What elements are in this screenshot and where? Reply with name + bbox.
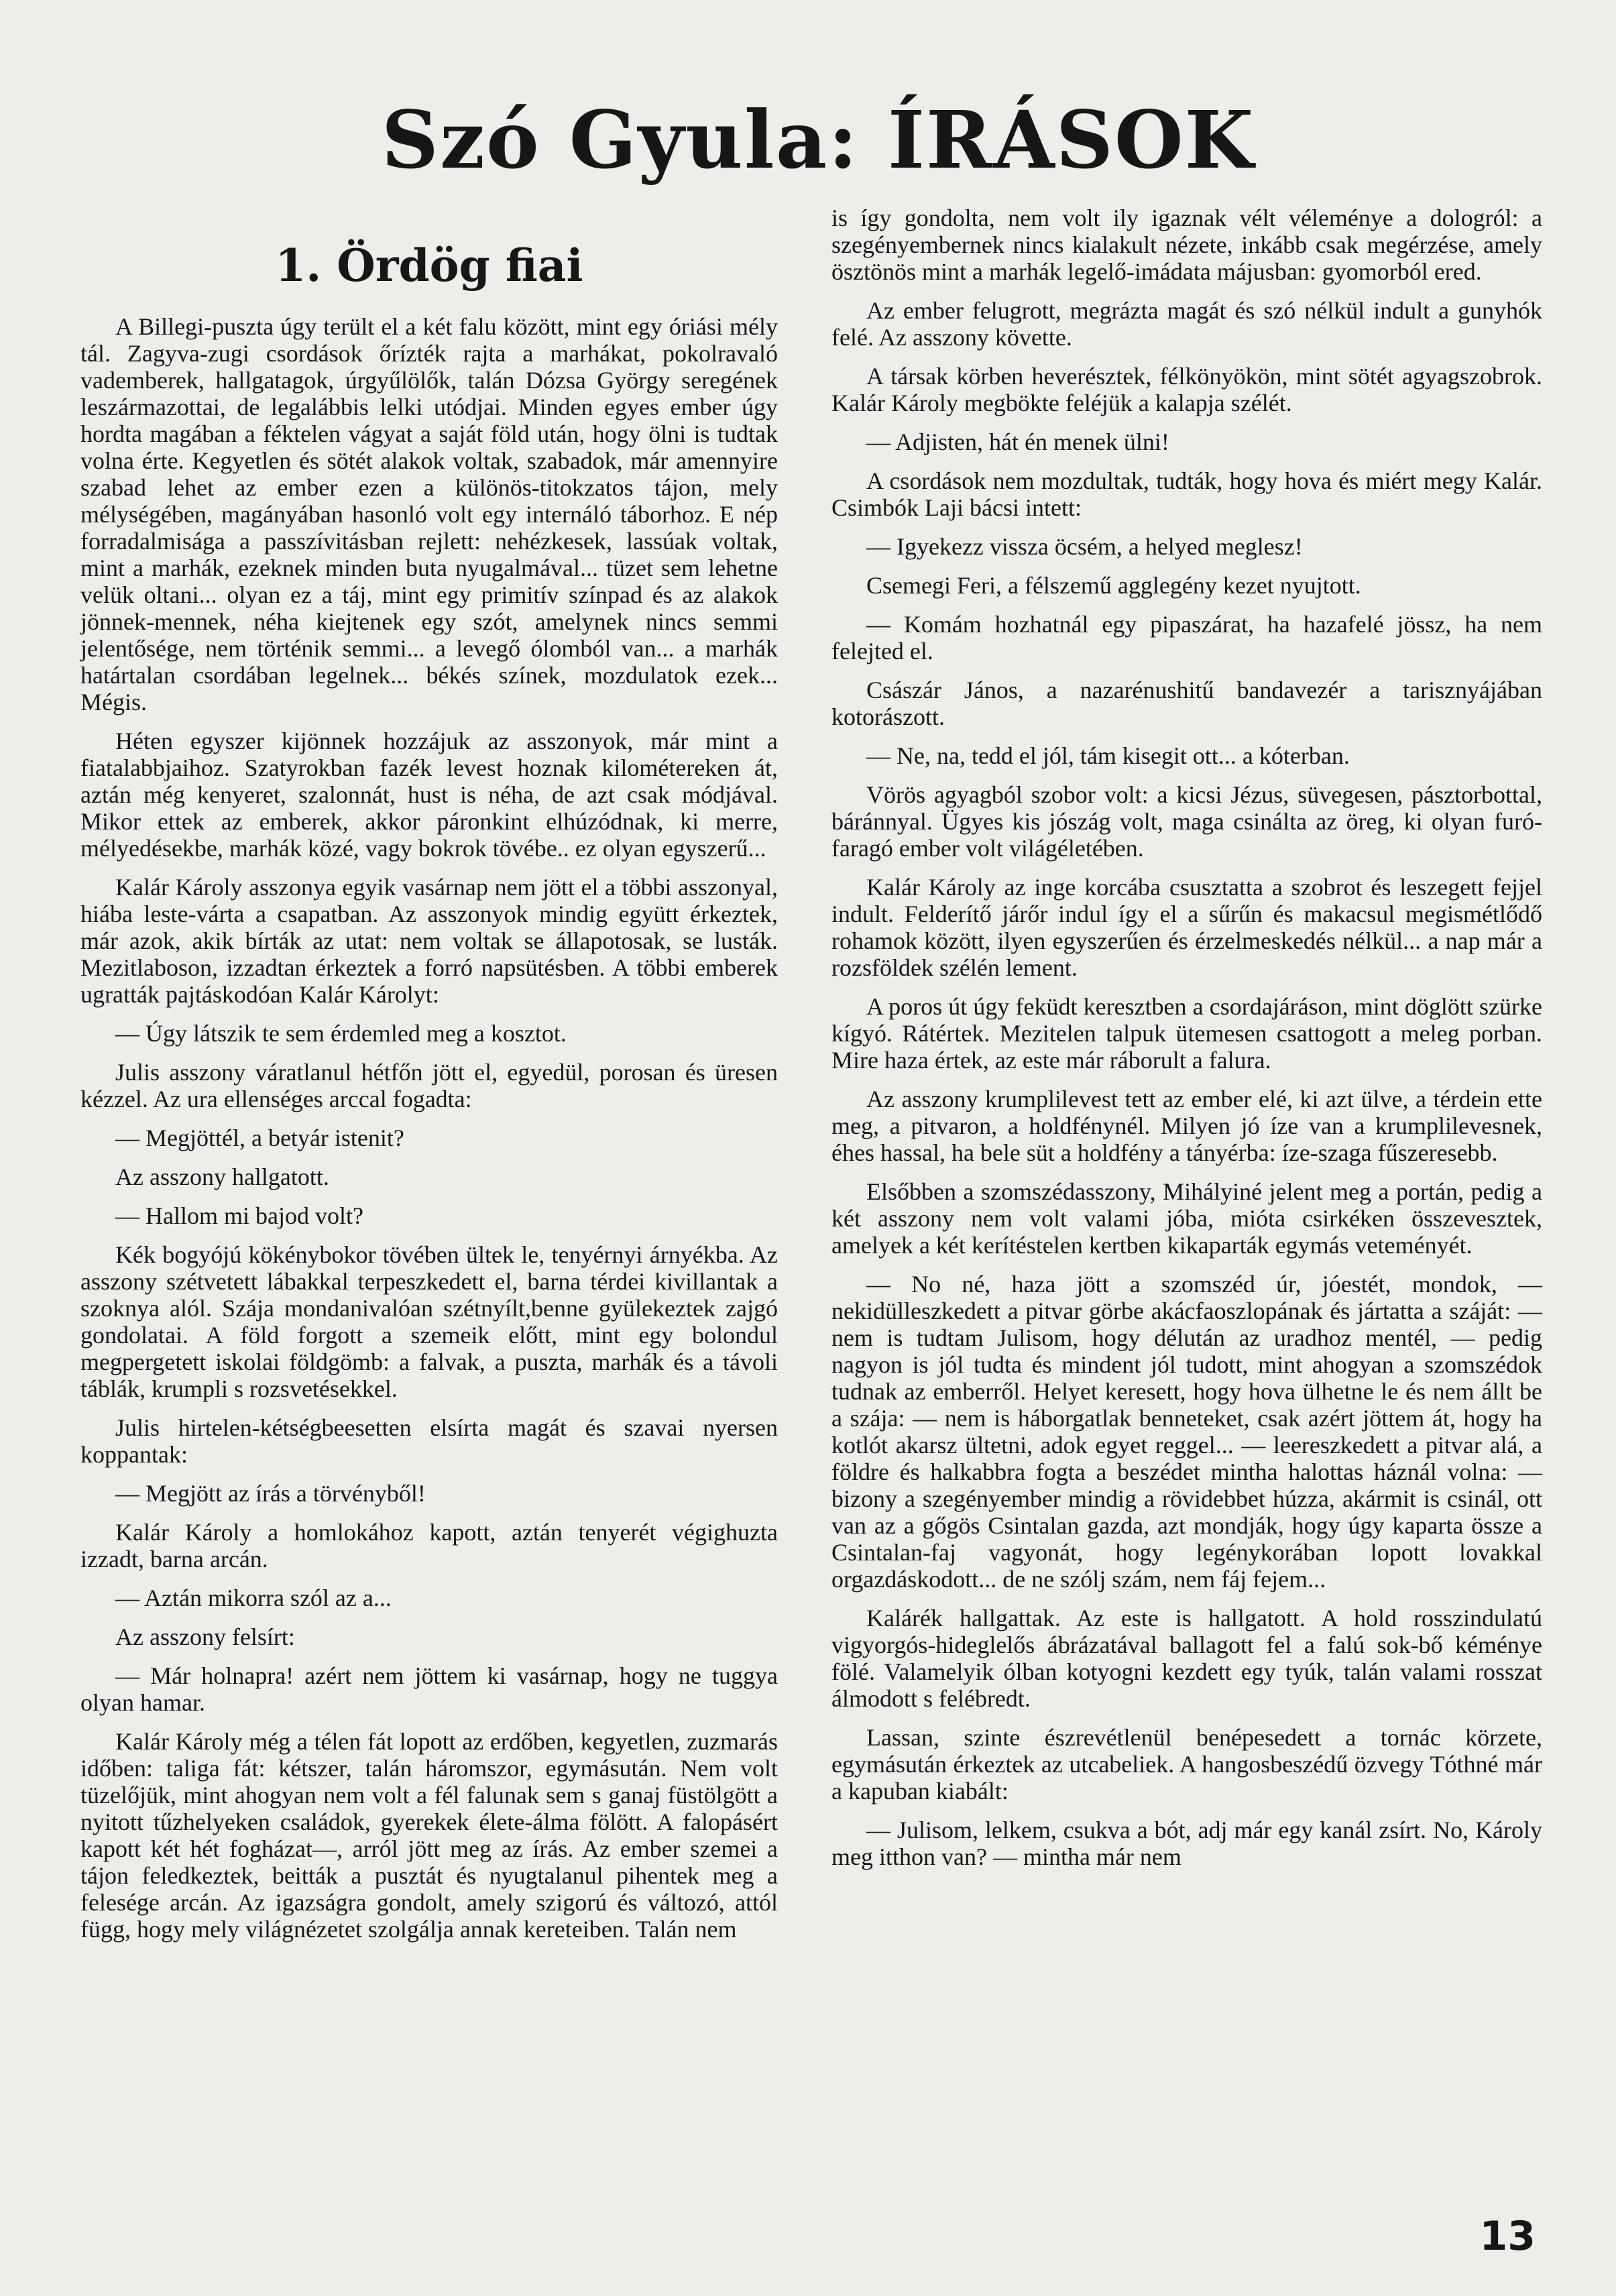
paragraph: Kalár Károly asszonya egyik vasárnap nem jött el a többi asszonyal, hiába leste-várta a csapatban. Az asszonyok mindig együtt érkeztek, már azok, akik bírták az utat: nem voltak se állapotosak, se lusták. Mezitlaboson, izzadtan érkeztek a forró napsütésben. A többi emberek ugratták pajtáskodóan Kalár Károlyt:: [80, 873, 778, 1008]
section-title: 1. Ördög fiai: [275, 239, 583, 292]
paragraph: Kalárék hallgattak. Az este is hallgatott. A hold rosszindulatú vigyorgós-hideglelős ábrázatával ballagott fel a falú sok-bő kéménye fölé. Valamelyik ólban kotyogni kezdett egy tyúk, talán valami rosszat álmodott s felébredt.: [831, 1605, 1542, 1712]
paragraph: — Ne, na, tedd el jól, tám kisegit ott... a kóterban.: [866, 742, 1350, 769]
paragraph: Julis asszony váratlanul hétfőn jött el, egyedül, porosan és üresen kézzel. Az ura ellenséges arccal fogadta:: [80, 1058, 778, 1112]
article-title: Szó Gyula: ÍRÁSOK: [381, 93, 1255, 186]
paragraph: — Komám hozhatnál egy pipaszárat, ha hazafelé jössz, ha nem felejted el.: [831, 611, 1542, 665]
paragraph: — Úgy látszik te sem érdemled meg a kosztot.: [115, 1019, 567, 1047]
right-column: [831, 205, 1542, 1882]
paragraph: Császár János, a nazarénushitű bandavezér a tarisznyájában kotorászott.: [831, 677, 1542, 730]
paragraph: A társak körben heverésztek, félkönyökön, mint sötét agyagszobrok. Kalár Károly megbökte feléjük a kalapja szélét.: [831, 363, 1542, 416]
paragraph: Az asszony hallgatott.: [115, 1163, 329, 1190]
paragraph: — Julisom, lelkem, csukva a bót, adj már egy kanál zsírt. No, Károly meg itthon van? — mintha már nem: [831, 1817, 1542, 1870]
paragraph: Kalár Károly a homlokához kapott, aztán tenyerét végighuzta izzadt, barna arcán.: [80, 1518, 778, 1572]
paragraph: A Billegi-puszta úgy terült el a két falu között, mint egy óriási mély tál. Zagyva-zugi csordások őrízték rajta a marhákat, pokolravaló vademberek, hallgatagok, úrgyűlölők, talán Dózsa György seregének leszármazottai, de legalábbis lelki utódjai. Minden egyes ember úgy hordta magában a féktelen vágyat a saját föld után, hogy ölni is tudtak volna érte. Kegyetlen és sötét alakok voltak, szabadok, már amennyire szabad lehet az ember ezen a különös-titokzatos tájon, mely mélységében, magányában hasonló volt egy internáló táborhoz. E nép forradalmisága a passzívitásban rejlett: nehézkesek, lassúak voltak, mint a marhák, ezeknek minden buta nyugalmával... tüzet sem lehetne velük oltani... olyan ez a táj, mint egy primitív színpad és az alakok jönnek-mennek, néha kiejtenek egy szót, amelynek nincs semmi jelentősége, nem történik semmi... a levegő ólomból van... a marhák határtalan csordában legelnek... békés színek, mozdulatok ezek... Mégis.: [80, 312, 778, 715]
paragraph: — Igyekezz vissza öcsém, a helyed meglesz!: [866, 533, 1303, 560]
paragraph: A poros út úgy feküdt keresztben a csordajáráson, mint döglött szürke kígyó. Rátértek. Mezitelen talpuk ütemesen csattogott a meleg porban. Mire haza értek, az este már ráborult a falura.: [831, 993, 1542, 1074]
paragraph: — Megjött az írás a törvényből!: [115, 1479, 426, 1507]
paragraph: A csordások nem mozdultak, tudták, hogy hova és miért megy Kalár. Csimbók Laji bácsi intett:: [831, 467, 1542, 521]
paragraph: Kalár Károly még a télen fát lopott az erdőben, kegyetlen, zuzmarás időben: taliga fát: kétszer, talán háromszor, egymásután. Nem volt tüzelőjük, mint ahogyan nem volt a fél falunak sem s ganaj füstölgött a nyitott tűzhelyeken családok, gyerekek élete-álma fölött. A falopásért kapott két hét fogházat—, arról jött meg az írás. Az ember szemei a tájon feledkeztek, beitták a pusztát és nyugtalanul pihentek meg a felesége arcán. Az igazságra gondolt, amely szigorú és változó, attól függ, hogy mely világnézetet szolgálja annak kereteiben. Talán nem: [80, 1727, 778, 1943]
paragraph: Az asszony felsírt:: [115, 1623, 295, 1650]
paragraph: Vörös agyagból szobor volt: a kicsi Jézus, süvegesen, pásztorbottal, báránnyal. Ügyes kis jószág volt, maga csinálta az öreg, ki olyan furó-faragó ember volt világéletében.: [831, 781, 1542, 862]
paragraph: Elsőbben a szomszédasszony, Mihályiné jelent meg a portán, pedig a két asszony nem volt valami jóba, mióta csirkéken összevesztek, amelyek a két kerítéstelen kertben kikaparták egymás veteményét.: [831, 1178, 1542, 1259]
paragraph: — Aztán mikorra szól az a...: [115, 1584, 392, 1611]
paragraph: — Adjisten, hát én menek ülni!: [866, 428, 1169, 455]
paragraph: Lassan, szinte észrevétlenül benépesedett a tornác körzete, egymásután érkeztek az utcabeliek. A hangosbeszédű özvegy Tóthné már a kapuban kiabált:: [831, 1724, 1542, 1804]
paragraph: — Hallom mi bajod volt?: [115, 1202, 363, 1229]
paragraph: Julis hirtelen-kétségbeesetten elsírta magát és szavai nyersen koppantak:: [80, 1414, 778, 1468]
page-number: 13: [1479, 2213, 1536, 2260]
paragraph: Az ember felugrott, megrázta magát és szó nélkül indult a gunyhók felé. Az asszony követte.: [831, 297, 1542, 351]
paragraph: Kék bogyójú kökénybokor tövében ültek le, tenyérnyi árnyékba. Az asszony szétvetett lábakkal terpeszkedett el, barna térdei kivillantak a szoknya alól. Szája mondanivalóan szétnyílt,benne gyülekeztek zajgó gondolatai. A föld forgott a szemeik előtt, mint egy bolondul megpergetett iskolai földgömb: a falvak, a puszta, marhák és a távoli táblák, krumpli s rozsvetésekkel.: [80, 1241, 778, 1402]
left-column: [80, 241, 778, 1955]
paragraph: — No né, haza jött a szomszéd úr, jóestét, mondok, — nekidülleszkedett a pitvar görbe akácfaoszlopának és jártatta a száját: — nem is tudtam Julisom, hogy délután az uradhoz mentél, — pedig nagyon is jól tudta és mindent jól tudott, mint ahogyan a szomszédok tudnak az emberről. Helyet keresett, hogy hova ülhetne le és nem állt be a szája: — nem is háborgatlak benneteket, csak azért jöttem át, hogy ha kotlót akarsz ültetni, adok egyet reggel... — leereszkedett a pitvar alá, a földre és halkabbra fogta a beszédet mintha halottas háznál volna: — bizony a szegényember mindig a rövidebbet húzza, akármit is csinál, ott van az a gőgös Csintalan gazda, azt mondják, hogy úgy kaparta össze a Csintalan-faj vagyonát, hogy legénykorában lopott lovakkal orgazdáskodott... de ne szólj szám, nem fáj fejem...: [831, 1271, 1542, 1593]
paragraph: Az asszony krumplilevest tett az ember elé, ki azt ülve, a térdein ette meg, a pitvaron, a holdfénynél. Milyen jó íze van a krumplilevesnek, éhes hassal, ha bele süt a holdfény a tányérba: íze-szaga fűszeresebb.: [831, 1086, 1542, 1166]
paragraph: Csemegi Feri, a félszemű agglegény kezet nyujtott.: [866, 572, 1361, 599]
paragraph: is így gondolta, nem volt ily igaznak vélt véleménye a dologról: a szegényembernek nincs kialakult nézete, inkább csak megérzése, amely ösztönös mint a marhák legelő-imádata májusban: gyomorból ered.: [831, 205, 1542, 285]
paragraph: Kalár Károly az inge korcába csusztatta a szobrot és leszegett fejjel indult. Felderítő járőr indul így el a sűrűn és makacsul megismétlődő rohamok között, ilyen egyszerűen és érzelmeskedés nélkül... a nap már a rozsföldek szélén lement.: [831, 874, 1542, 981]
paragraph: — Már holnapra! azért nem jöttem ki vasárnap, hogy ne tuggya olyan hamar.: [80, 1662, 778, 1716]
paragraph: — Megjöttél, a betyár istenit?: [115, 1124, 404, 1151]
paragraph: Héten egyszer kijönnek hozzájuk az asszonyok, már mint a fiatalabbjaihoz. Szatyrokban fazék levest hoznak kilométereken át, aztán még kenyeret, szalonnát, hust is néha, de azt csak módjával. Mikor ettek az emberek, akkor páronkint elhúzódnak, ki merre, mélyedésekbe, marhák közé, vagy bokrok tövébe.. ez olyan egyszerű...: [80, 727, 778, 862]
